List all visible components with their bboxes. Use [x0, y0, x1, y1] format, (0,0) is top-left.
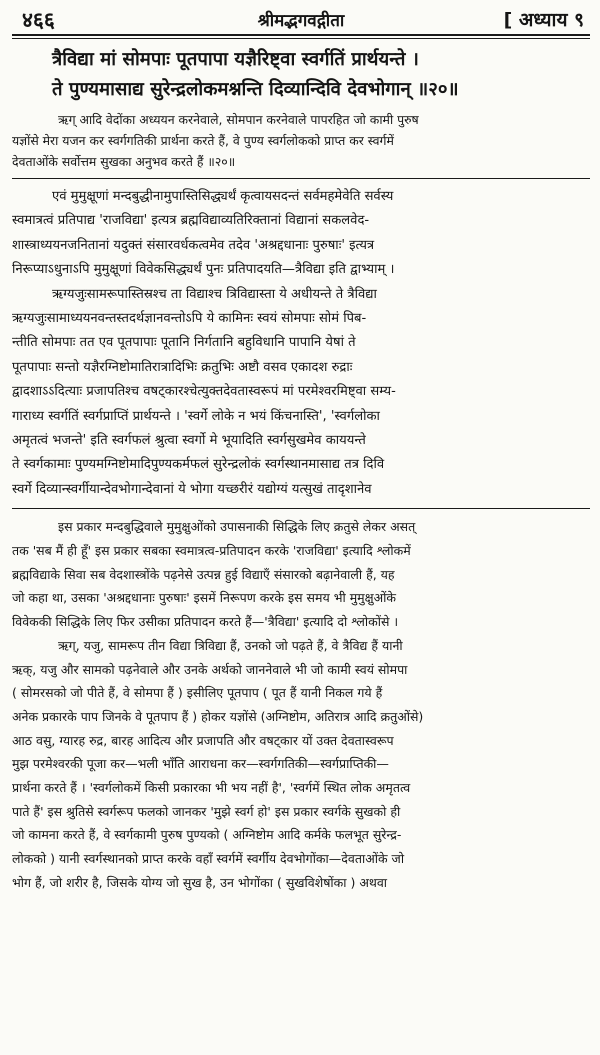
book-title: श्रीमद्भगवद्गीता: [257, 11, 345, 31]
commentary-line: ऋग्यजुःसामरूपास्तिस्रश्च ता विद्याश्च त्रिविद्यास्ता ये अधीयन्ते ते त्रैविद्या: [52, 286, 377, 302]
hindi-line: जो कामना करते हैं, वे स्वर्गकामी पुरुष पुण्यको ( अग्निष्टोम आदि कर्मके फलभूत सुरेन्द्र-: [12, 827, 402, 843]
hindi-line: आठ वसु, ग्यारह रुद्र, बारह आदित्य और प्रजापति और वषट्कार यों उक्त देवतास्वरूप: [12, 732, 394, 748]
hindi-line: विवेककी सिद्धिके लिए फिर उसीका प्रतिपादन करते हैं—'त्रैविद्या' इत्यादि दो श्लोकोंसे ।: [12, 614, 399, 630]
verse-block: [12, 45, 590, 105]
translation-line: यज्ञोंसे मेरा यजन कर स्वर्गगतिकी प्रार्थना करते हैं, वे पुण्य स्वर्गलोकको प्राप्त कर स्वर्गमें: [12, 133, 394, 148]
translation-line: देवताओंके सर्वोत्तम सुखका अनुभव करते हैं ॥२०॥: [12, 154, 236, 169]
hindi-commentary: [12, 515, 590, 894]
section-divider: [12, 508, 590, 509]
page-header: [12, 4, 590, 34]
commentary-line: द्वादशाऽऽदित्याः प्रजापतिश्च वषट्कारश्चेत्युक्तदेवतास्वरूपं मां परमेश्वरमिष्ट्वा सम्य-: [12, 384, 396, 400]
commentary-line: स्वर्गे दिव्यान्स्वर्गीयान्देवभोगान्देवानां ये भोगा यच्छरीरं यद्योग्यं यत्सुखं तादृशानेव: [12, 481, 372, 497]
hindi-line: ( सोमरसको जो पीते हैं, वे सोमपा हैं ) इसीलिए पूतपाप ( पूत हैं यानी निकल गये हैं: [12, 685, 383, 701]
chapter-label: [ अध्याय ९: [503, 9, 584, 31]
translation-line: ऋग् आदि वेदोंका अध्ययन करनेवाले, सोमपान करनेवाले पापरहित जो कामी पुरुष: [58, 112, 419, 127]
verse-line: ते पुण्यमासाद्य सुरेन्द्रलोकमश्नन्ति दिव्यान्दिवि देवभोगान् ॥२०॥: [52, 79, 459, 100]
commentary-line: ते स्वर्गकामाः पुण्यमग्निष्टोमादिपुण्यकर्मफलं सुरेन्द्रलोकं स्वर्गस्थानमासाद्य तत्र दिवि: [12, 457, 385, 473]
hindi-line: ऋक्, यजु और सामको पढ़नेवाले और उनके अर्थको जाननेवाले भी जो कामी स्वयं सोमपा: [12, 661, 408, 677]
sanskrit-commentary: [12, 185, 590, 502]
hindi-line: पाते हैं' इस श्रुतिसे स्वर्गरूप फलको जानकर 'मुझे स्वर्ग हो' इस प्रकार स्वर्गके सुखको ही: [12, 803, 401, 819]
commentary-line: पूतपापाः सन्तो यज्ञैरग्निष्टोमातिरात्रादिभिः क्रतुभिः अष्टौ वसव एकादश रुद्राः: [12, 359, 353, 375]
header-divider: [12, 34, 590, 39]
commentary-line: अमृतत्वं भजन्ते' इति स्वर्गफलं श्रुत्वा स्वर्गो मे भूयादिति स्वर्गसुखमेव काययन्ते: [12, 433, 366, 449]
section-divider: [12, 178, 590, 179]
verse-line: त्रैविद्या मां सोमपाः पूतपापा यज्ञैरिष्ट्वा स्वर्गतिं प्रार्थयन्ते ।: [52, 49, 419, 70]
page-number: ४६६: [22, 8, 55, 32]
commentary-line: ऋग्यजुःसामाध्ययनवन्तस्तदर्थज्ञानवन्तोऽपि ये कामिनः स्वयं सोमपाः सोमं पिब-: [12, 311, 367, 327]
hindi-line: इस प्रकार मन्दबुद्धिवाले मुमुक्षुओंको उपासनाकी सिद्धिके लिए क्रतुसे लेकर असत्: [58, 519, 416, 535]
commentary-line: स्वमात्रत्वं प्रतिपाद्य 'राजविद्या' इत्यत्र ब्रह्मविद्याव्यतिरिक्तानां विद्यानां सकलवेद-: [12, 213, 370, 229]
hindi-line: ब्रह्मविद्याके सिवा सब वेदशास्त्रोंके पढ़नेसे उत्पन्न हुई विद्याएँ संसारको बढ़ानेवाली हैं, यह: [12, 566, 395, 582]
hindi-line: भोग हैं, जो शरीर है, जिसके योग्य जो सुख है, उन भोगोंका ( सुखविशेषोंका ) अथवा: [12, 874, 388, 890]
hindi-line: मुझ परमेश्वरकी पूजा कर—भली भाँति आराधना कर—स्वर्गगतिकी—स्वर्गप्राप्तिकी—: [12, 756, 389, 772]
commentary-line: शास्त्राध्ययनजनितानां यदुक्तं संसारवर्धकत्वमेव तदेव 'अश्रद्दधानाः पुरुषाः' इत्यत्र: [12, 237, 375, 253]
hindi-line: लोकको ) यानी स्वर्गस्थानको प्राप्त करके वहाँ स्वर्गमें स्वर्गीय देवभोगोंका—देवताओंके जो: [12, 851, 405, 867]
commentary-line: एवं मुमुक्षूणां मन्दबुद्धीनामुपास्तिसिद्ध्यर्थं कृत्वायसदन्तं सर्वमहमेवेति सर्वस्य: [52, 189, 394, 204]
hindi-line: जो कहा था, उसका 'अश्रद्दधानाः पुरुषाः' इसमें निरूपण करके इस समय भी मुमुक्षुओंके: [12, 590, 396, 606]
commentary-line: गाराध्य स्वर्गतिं स्वर्गप्राप्तिं प्रार्थयन्ते । 'स्वर्गे लोके न भयं किंचनास्ति', 'स्वर्गलोका: [12, 408, 380, 424]
hindi-line: प्रार्थना करते हैं । 'स्वर्गलोकमें किसी प्रकारका भी भय नहीं है', 'स्वर्गमें स्थित लोक अमृतत्व: [12, 780, 411, 796]
commentary-line: न्तीति सोमपाः तत एव पूतपापाः पूतानि निर्गतानि बहुविधानि पापानि येषां ते: [12, 335, 356, 351]
hindi-line: ऋग्, यजु, सामरूप तीन विद्या त्रिविद्या हैं, उनको जो पढ़ते हैं, वे त्रैविद्य हैं यानी: [58, 637, 403, 653]
hindi-line: अनेक प्रकारके पाप जिनके वे पूतपाप हैं ) होकर यज्ञोंसे (अग्निष्टोम, अतिरात्र आदि क्रतुओंसे): [12, 708, 424, 724]
commentary-line: निरूप्याऽधुनाऽपि मुमुक्षूणां विवेकसिद्ध्यर्थं पुनः प्रतिपादयति—त्रैविद्या इति द्वाभ्याम् ।: [12, 262, 395, 278]
verse-translation: [12, 109, 590, 172]
hindi-line: तक 'सब मैं ही हूँ' इस प्रकार सबका स्वमात्रत्व-प्रतिपादन करके 'राजविद्या' इत्यादि श्लोकमें: [12, 542, 411, 558]
